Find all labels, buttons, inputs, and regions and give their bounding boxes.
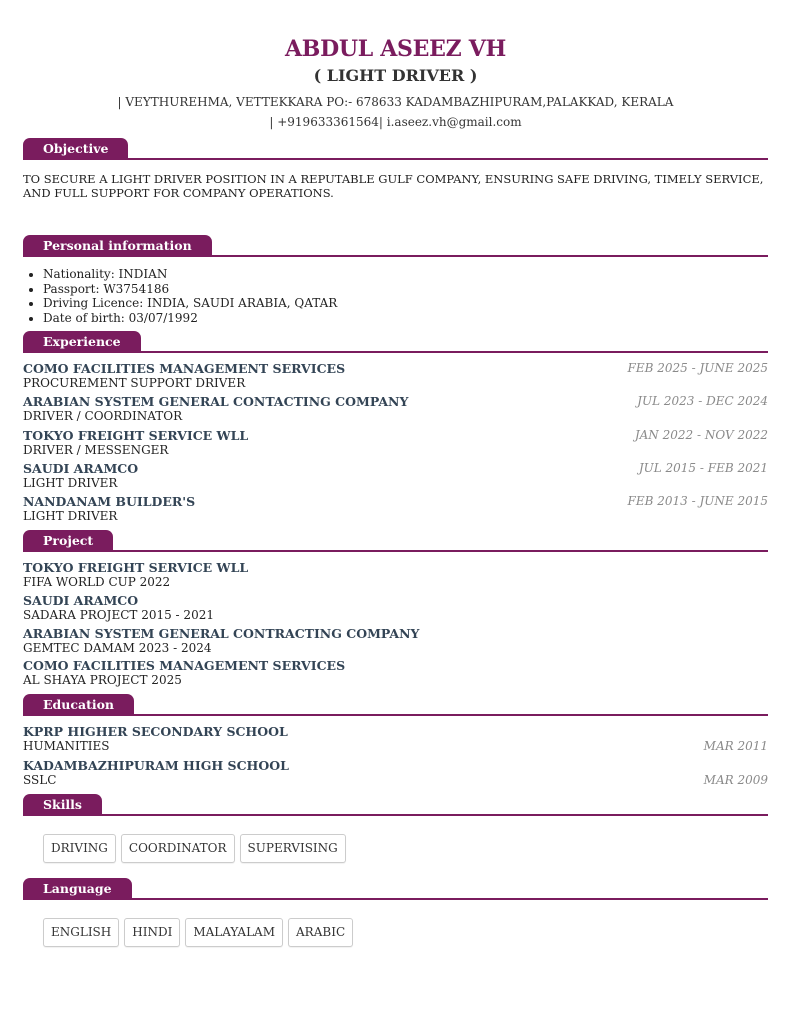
employment-dates: JUL 2015 - FEB 2021 [638, 461, 768, 475]
job-title: LIGHT DRIVER [23, 509, 118, 523]
graduation-date: MAR 2011 [703, 739, 768, 753]
section-title: Experience [23, 331, 141, 353]
languages-list [43, 918, 353, 947]
study-field: HUMANITIES [23, 739, 110, 753]
job-title: DRIVER / COORDINATOR [23, 409, 183, 423]
employer-name: SAUDI ARAMCO [23, 461, 139, 476]
skill-chip: DRIVING [43, 834, 116, 863]
employer-name: TOKYO FREIGHT SERVICE WLL [23, 428, 249, 443]
skills-list [43, 834, 346, 863]
section-skills [23, 794, 768, 816]
education-entry [23, 724, 768, 756]
project-entry [23, 626, 768, 658]
language-chip: ARABIC [288, 918, 353, 947]
candidate-role: ( LIGHT DRIVER ) [313, 66, 478, 85]
section-language [23, 878, 768, 900]
section-title: Skills [23, 794, 102, 816]
language-chip: HINDI [124, 918, 180, 947]
project-name: GEMTEC DAMAM 2023 - 2024 [23, 641, 212, 655]
passport-item: • Passport: W3754186 [43, 282, 337, 297]
section-project [23, 530, 768, 552]
employer-name: NANDANAM BUILDER'S [23, 494, 196, 509]
job-title: DRIVER / MESSENGER [23, 443, 169, 457]
job-title: LIGHT DRIVER [23, 476, 118, 490]
section-divider [23, 714, 768, 716]
language-chip: ENGLISH [43, 918, 119, 947]
experience-entry [23, 494, 768, 526]
employment-dates: FEB 2025 - JUNE 2025 [627, 361, 768, 375]
section-title: Objective [23, 138, 128, 160]
nationality-item: • Nationality: INDIAN [43, 267, 337, 282]
objective-text: TO SECURE A LIGHT DRIVER POSITION IN A REPUTABLE GULF COMPANY, ENSURING SAFE DRIVING, TIMELY SERVICE, AND FULL SUPPORT FOR COMPANY OPERATIONS. [23, 172, 764, 200]
project-company: SAUDI ARAMCO [23, 593, 139, 608]
experience-entry [23, 461, 768, 493]
section-personal-info [23, 235, 768, 257]
school-name: KADAMBAZHIPURAM HIGH SCHOOL [23, 758, 289, 773]
job-title: PROCUREMENT SUPPORT DRIVER [23, 376, 246, 390]
project-name: AL SHAYA PROJECT 2025 [23, 673, 182, 687]
education-entry [23, 758, 768, 790]
project-company: ARABIAN SYSTEM GENERAL CONTRACTING COMPANY [23, 626, 420, 641]
study-field: SSLC [23, 773, 57, 787]
experience-entry [23, 361, 768, 393]
section-title: Project [23, 530, 113, 552]
experience-entry [23, 428, 768, 460]
employment-dates: JAN 2022 - NOV 2022 [634, 428, 768, 442]
language-chip: MALAYALAM [185, 918, 283, 947]
employment-dates: FEB 2013 - JUNE 2015 [627, 494, 768, 508]
project-company: COMO FACILITIES MANAGEMENT SERVICES [23, 658, 346, 673]
project-company: TOKYO FREIGHT SERVICE WLL [23, 560, 249, 575]
project-entry [23, 658, 768, 690]
candidate-name: ABDUL ASEEZ VH [285, 36, 506, 62]
section-experience [23, 331, 768, 353]
project-name: SADARA PROJECT 2015 - 2021 [23, 608, 214, 622]
driving-licence-item: • Driving Licence: INDIA, SAUDI ARABIA, QATAR [43, 296, 337, 311]
date-of-birth-item: • Date of birth: 03/07/1992 [43, 311, 337, 326]
section-objective [23, 138, 768, 160]
section-education [23, 694, 768, 716]
project-name: FIFA WORLD CUP 2022 [23, 575, 171, 589]
section-divider [23, 158, 768, 160]
section-divider [23, 550, 768, 552]
section-divider [23, 898, 768, 900]
employer-name: COMO FACILITIES MANAGEMENT SERVICES [23, 361, 346, 376]
section-divider [23, 814, 768, 816]
school-name: KPRP HIGHER SECONDARY SCHOOL [23, 724, 288, 739]
employment-dates: JUL 2023 - DEC 2024 [637, 394, 768, 408]
project-entry [23, 593, 768, 625]
personal-info-list [23, 267, 337, 325]
employer-name: ARABIAN SYSTEM GENERAL CONTACTING COMPANY [23, 394, 409, 409]
section-divider [23, 255, 768, 257]
project-entry [23, 560, 768, 592]
skill-chip: COORDINATOR [121, 834, 235, 863]
section-title: Education [23, 694, 134, 716]
skill-chip: SUPERVISING [240, 834, 346, 863]
experience-entry [23, 394, 768, 426]
section-divider [23, 351, 768, 353]
contact-line: | +919633361564| i.aseez.vh@gmail.com [269, 115, 522, 129]
section-title: Language [23, 878, 132, 900]
address-line: | VEYTHUREHMA, VETTEKKARA PO:- 678633 KADAMBAZHIPURAM,PALAKKAD, KERALA [117, 95, 674, 109]
section-title: Personal information [23, 235, 212, 257]
graduation-date: MAR 2009 [703, 773, 768, 787]
